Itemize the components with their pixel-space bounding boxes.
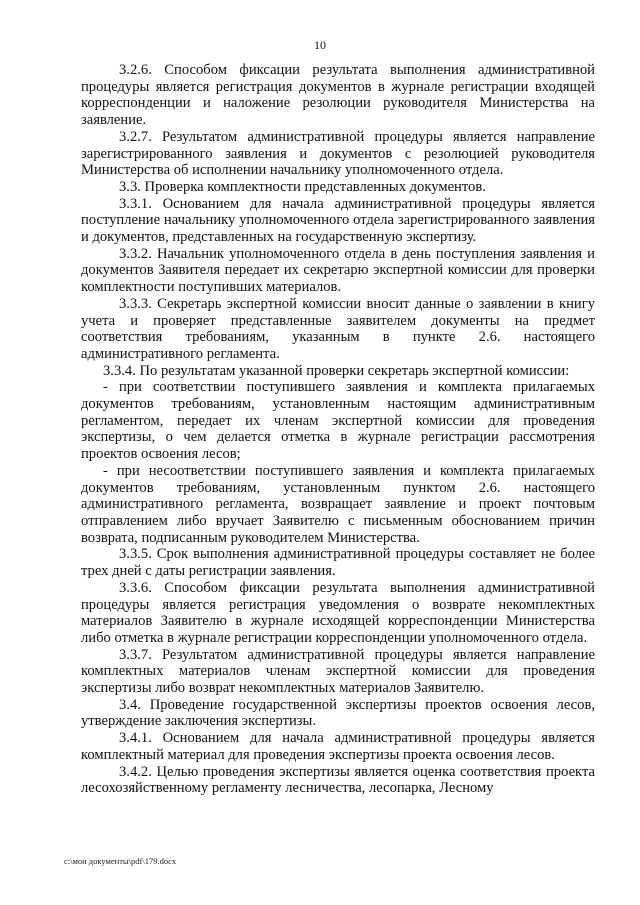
list-item-compliant: - при соответствии поступившего заявления и комплекта прилагаемых документов требованиям, установленным настоящим административным регламентом, передает их членам экспертной комиссии для проведения экспертизы, о чем делается отметка в журнале регистрации рассмотрения проектов освоения лесов; (81, 379, 595, 463)
paragraph-3-3-3: 3.3.3. Секретарь экспертной комиссии вносит данные о заявлении в книгу учета и проверяет представленные заявителем документы на предмет соответствия требованиям, указанным в пункте 2.6. настоящего административного регламента. (81, 295, 595, 362)
page-number: 10 (314, 38, 326, 52)
paragraph-3-3-4: 3.3.4. По результатам указанной проверки секретарь экспертной комиссии: (103, 362, 570, 379)
paragraph-3-3-5: 3.3.5. Срок выполнения административной процедуры составляет не более трех дней с даты регистрации заявления. (81, 546, 595, 580)
paragraph-3-3-7: 3.3.7. Результатом административной процедуры является направление комплектных материалов членам экспертной комиссии для проведения экспертизы либо возврат некомплектных материалов Заявителю. (81, 646, 595, 697)
section-heading-3-4: 3.4. Проведение государственной экспертизы проектов освоения лесов, утверждение заключения экспертизы. (81, 696, 595, 730)
paragraph-3-4-2: 3.4.2. Целью проведения экспертизы является оценка соответствия проекта лесохозяйственному регламенту лесничества, лесопарка, Лесному (81, 763, 595, 797)
footer-file-path: c:\мои документы\pdf\179.docx (64, 856, 177, 866)
paragraph-3-3-6: 3.3.6. Способом фиксации результата выполнения административной процедуры является регистрация уведомления о возврате некомплектных материалов Заявителю в журнале исходящей корреспонденции Министерства либо отметка в журнале регистрации корреспонденции уполномоченного отдела. (81, 579, 595, 646)
paragraph-3-2-6: 3.2.6. Способом фиксации результата выполнения административной процедуры является регистрация документов в журнале регистрации входящей корреспонденции и наложение резолюции руководителя Министерства на заявление. (81, 62, 595, 129)
document-body (81, 62, 595, 797)
paragraph-3-3-1: 3.3.1. Основанием для начала административной процедуры является поступление начальнику уполномоченного отдела зарегистрированного заявления и документов, представленных на государственную экспертизу. (81, 195, 595, 246)
paragraph-3-2-7: 3.2.7. Результатом административной процедуры является направление зарегистрированного заявления и документов с резолюцией руководителя Министерства об исполнении начальнику уполномоченного отдела. (81, 128, 595, 179)
paragraph-3-4-1: 3.4.1. Основанием для начала административной процедуры является комплектный материал для проведения экспертизы проекта освоения лесов. (81, 730, 595, 763)
paragraph-3-3-2: 3.3.2. Начальник уполномоченного отдела в день поступления заявления и документов Заявителя передает их секретарю экспертной комиссии для проверки комплектности поступивших материалов. (81, 245, 595, 296)
section-heading-3-3: 3.3. Проверка комплектности представленных документов. (119, 178, 486, 195)
list-item-noncompliant: - при несоответствии поступившего заявления и комплекта прилагаемых документов требованиям, установленным пунктом 2.6. настоящего административного регламента, возвращает заявление и проект почтовым отправлением либо вручает Заявителю с письменным обоснованием причин возврата, подписанным руководителем Министерства. (81, 462, 595, 546)
